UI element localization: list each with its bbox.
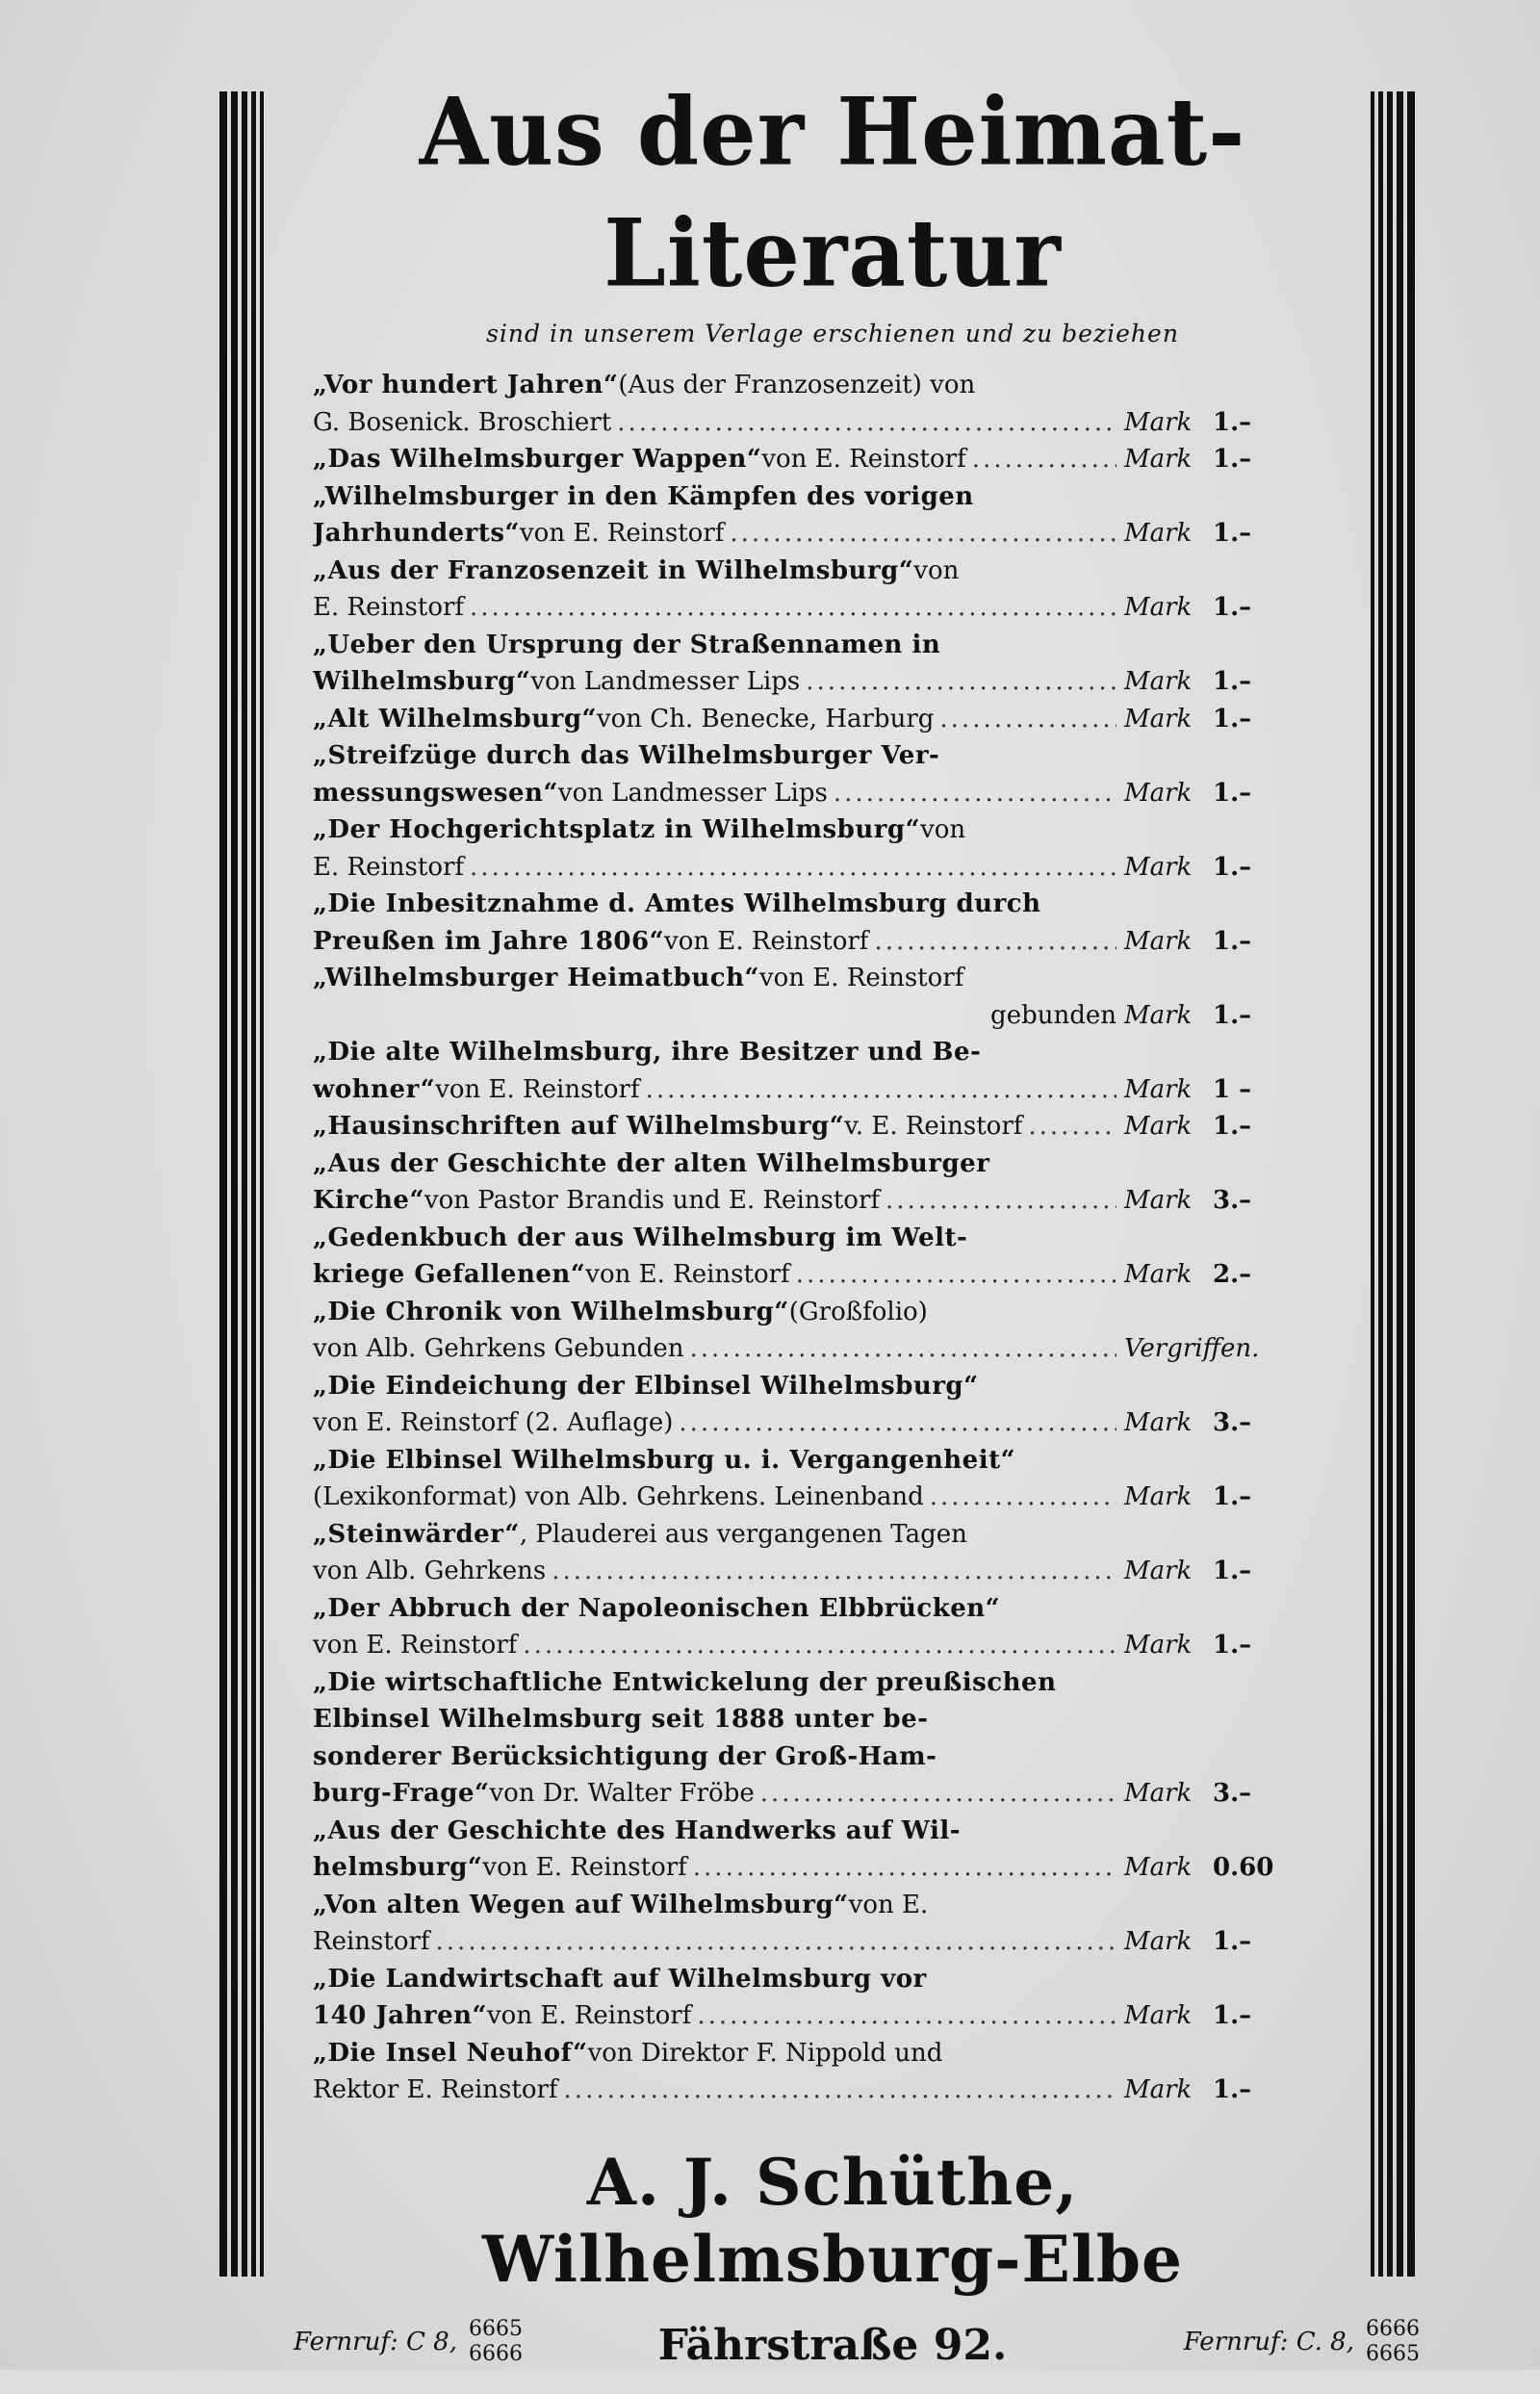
book-author: (Aus der Franzosenzeit) von [618, 371, 976, 399]
leader-dots [470, 589, 1116, 627]
currency-label: Mark [1124, 778, 1193, 808]
availability-note: Vergriffen. [1124, 1334, 1260, 1363]
entry-line [313, 1590, 1116, 1628]
phone-number: 6665 [468, 2316, 523, 2341]
book-entry-text [313, 960, 1116, 1034]
leader-dots [939, 701, 1116, 738]
book-author: von E. Reinstorf (2. Auflage) [313, 1408, 674, 1437]
entry-line [313, 1961, 1116, 1998]
book-title: „Der Abbruch der Napoleonischen Elbbrücken“ [313, 1593, 1001, 1623]
book-author: von E. Reinstorf [585, 1260, 790, 1289]
book-author: Reinstorf [313, 1927, 430, 1956]
entry-line [313, 478, 1116, 516]
book-entry-text [313, 737, 1116, 811]
leader-dots [523, 1627, 1116, 1664]
entry-line [313, 737, 1116, 775]
entry-line [313, 997, 1116, 1035]
entry-line [313, 960, 1116, 997]
book-entry [313, 701, 1352, 738]
price: 2.– [1213, 1260, 1252, 1289]
book-entry-text [313, 1108, 1116, 1146]
book-entry-text [313, 811, 1116, 886]
book-author: von E. Reinstorf [758, 964, 964, 992]
book-entry [313, 553, 1352, 627]
entry-line [313, 1516, 1116, 1554]
leader-dots [679, 1404, 1116, 1442]
book-title: „Aus der Geschichte des Handwerks auf Wil- [313, 1815, 962, 1845]
entry-line [313, 2035, 1116, 2072]
publisher-name: A. J. Schüthe, Wilhelmsburg-Elbe [481, 2144, 1184, 2297]
entry-line [313, 775, 1116, 812]
entry-line [313, 886, 1116, 923]
book-author: von Pastor Brandis und E. Reinstorf [424, 1186, 880, 1215]
book-entry-text [313, 1590, 1116, 1664]
book-author: von [913, 555, 960, 585]
book-entry [313, 1368, 1352, 1442]
leader-dots [470, 849, 1116, 887]
phone-right [1184, 2317, 1420, 2367]
street-address: Fährstraße 92. [657, 2320, 1008, 2370]
entry-line [313, 1887, 1116, 1924]
book-author: von [920, 815, 966, 844]
book-entry-text [313, 1220, 1116, 1294]
entry-line [313, 1775, 1116, 1813]
leader-dots [730, 515, 1116, 553]
contact-footer [294, 2316, 1420, 2394]
book-entry [313, 960, 1352, 1034]
book-entry [313, 1813, 1352, 1887]
entry-line [313, 441, 1116, 478]
book-title: „Die Chronik von Wilhelmsburg“ [313, 1297, 789, 1326]
entry-line [313, 1553, 1116, 1590]
book-entry-text [313, 701, 1116, 738]
price: 1.– [1213, 445, 1252, 474]
entry-line [313, 1108, 1116, 1146]
leader-dots [646, 1071, 1116, 1109]
book-title: „Die wirtschaftliche Entwickelung der preußischen [313, 1667, 1057, 1697]
currency-label: Mark [1124, 1112, 1193, 1141]
book-entry [313, 1961, 1352, 2035]
leader-dots [874, 923, 1116, 961]
book-title: Elbinsel Wilhelmsburg seit 1888 unter be- [313, 1705, 929, 1734]
leader-dots [617, 404, 1116, 442]
leader-dots [886, 1182, 1116, 1220]
book-entry-text [313, 367, 1116, 441]
book-entry [313, 1294, 1352, 1368]
entry-line [313, 1442, 1116, 1480]
book-entry-text [313, 1294, 1116, 1368]
book-entry-text [313, 1813, 1116, 1887]
price: 0.60 [1213, 1853, 1274, 1882]
entry-line [313, 663, 1116, 701]
entry-line [313, 1330, 1116, 1368]
currency-label: Mark [1124, 2075, 1193, 2104]
book-author: von Alb. Gehrkens [313, 1557, 547, 1585]
entry-line [313, 553, 1116, 590]
book-author: von E. [848, 1890, 929, 1919]
book-entry [313, 1590, 1352, 1664]
book-author: von E. Reinstorf [313, 1631, 518, 1660]
book-author: von E. Reinstorf [486, 2001, 692, 2030]
entry-line [313, 1997, 1116, 2035]
book-entry-text [313, 1664, 1116, 1813]
entry-line [313, 1071, 1116, 1109]
book-entry [313, 2035, 1352, 2109]
book-entry [313, 1108, 1352, 1146]
book-title: wohner“ [313, 1074, 436, 1104]
book-entry [313, 1442, 1352, 1516]
book-author: von E. Reinstorf [519, 519, 725, 548]
book-title: „Steinwärder“ [313, 1519, 520, 1549]
entry-line [313, 1923, 1116, 1961]
book-entry [313, 1220, 1352, 1294]
book-entry [313, 1516, 1352, 1590]
currency-label: Mark [1124, 1074, 1193, 1104]
subtitle: sind in unserem Verlage erschienen und zu beziehen [486, 320, 1179, 348]
book-title: Wilhelmsburg“ [313, 667, 531, 696]
currency-label: Mark [1124, 1482, 1193, 1511]
leader-dots [760, 1775, 1116, 1813]
price: 1.– [1213, 519, 1252, 548]
entry-line [313, 849, 1116, 887]
currency-label: Mark [1124, 1260, 1193, 1289]
leader-dots [436, 1923, 1116, 1961]
currency-label: Mark [1124, 519, 1193, 548]
entry-line [313, 1701, 1116, 1738]
currency-label: Mark [1124, 1927, 1193, 1956]
phone-label: Fernruf: C 8, [294, 2327, 457, 2356]
book-entry [313, 1034, 1352, 1108]
book-entry-text [313, 1961, 1116, 2035]
book-author: E. Reinstorf [313, 852, 465, 882]
currency-label: Mark [1124, 445, 1193, 474]
book-entry-text [313, 1368, 1116, 1442]
leader-dots [552, 1553, 1116, 1590]
book-entry [313, 441, 1352, 478]
book-author: Rektor E. Reinstorf [313, 2075, 558, 2104]
book-title: „Die Landwirtschaft auf Wilhelmsburg vor [313, 1964, 927, 1994]
price: 1.– [1213, 1000, 1252, 1030]
price: 1.– [1213, 1927, 1252, 1956]
price: 1.– [1213, 1482, 1252, 1511]
book-entry-text [313, 553, 1116, 627]
entry-line [313, 1182, 1116, 1220]
book-title: Jahrhunderts“ [313, 519, 520, 548]
book-title: „Gedenkbuch der aus Wilhelmsburg im Welt- [313, 1223, 968, 1252]
book-title: „Die Inbesitznahme d. Amtes Wilhelmsburg durch [313, 889, 1041, 918]
entry-line [313, 1034, 1116, 1071]
book-author: von E. Reinstorf [482, 1853, 687, 1882]
book-entry [313, 737, 1352, 811]
book-author: (Lexikonformat) von Alb. Gehrkens. Leinenband [313, 1482, 924, 1511]
book-title: sonderer Berücksichtigung der Groß-Ham- [313, 1741, 937, 1771]
book-entry [313, 1146, 1352, 1220]
currency-label: Mark [1124, 593, 1193, 622]
book-entry [313, 627, 1352, 701]
entry-line [313, 1849, 1116, 1887]
book-entry [313, 367, 1352, 441]
leader-dots [806, 663, 1116, 701]
book-title: „Vor hundert Jahren“ [313, 371, 619, 399]
book-title: „Die Eindeichung der Elbinsel Wilhelmsburg“ [313, 1371, 979, 1401]
book-title: „Der Hochgerichtsplatz in Wilhelmsburg“ [313, 815, 921, 844]
book-entry-text [313, 1442, 1116, 1516]
entry-line [313, 1220, 1116, 1257]
book-entry-text [313, 1516, 1116, 1590]
book-title: 140 Jahren“ [313, 2001, 487, 2030]
book-entry-text [313, 886, 1116, 960]
book-title: messungswesen“ [313, 778, 558, 808]
currency-label: Mark [1124, 1779, 1193, 1808]
price: 3.– [1213, 1186, 1252, 1215]
left-border-rule [219, 91, 264, 2277]
book-title: „Das Wilhelmsburger Wappen“ [313, 445, 762, 474]
book-author: G. Bosenick. Broschiert [313, 407, 612, 437]
right-border-rule [1371, 91, 1415, 2277]
currency-label: Mark [1124, 852, 1193, 882]
book-author: von E. Reinstorf [435, 1074, 640, 1104]
leader-dots [930, 1479, 1116, 1516]
book-author: von Direktor F. Nippold und [587, 2038, 943, 2068]
entry-line [313, 701, 1116, 738]
book-entry-text [313, 478, 1116, 553]
phone-number: 6666 [1366, 2316, 1420, 2341]
entry-line [313, 1404, 1116, 1442]
book-title: „Wilhelmsburger Heimatbuch“ [313, 964, 759, 992]
leader-dots [796, 1256, 1116, 1294]
book-author: von Ch. Benecke, Harburg [596, 704, 935, 734]
entry-line [313, 2072, 1116, 2109]
entry-line [313, 1146, 1116, 1183]
book-title: „Die Elbinsel Wilhelmsburg u. i. Vergangenheit“ [313, 1445, 1016, 1475]
book-title: burg-Frage“ [313, 1779, 490, 1808]
book-author: von Alb. Gehrkens Gebunden [313, 1334, 684, 1363]
book-entry [313, 1664, 1352, 1813]
entry-line [313, 1294, 1116, 1331]
currency-label: Mark [1124, 926, 1193, 956]
entry-line [313, 589, 1116, 627]
book-title: Preußen im Jahre 1806“ [313, 926, 665, 956]
phone-number: 6666 [468, 2341, 523, 2366]
price: 1.– [1213, 1112, 1252, 1141]
leader-dots [1028, 1108, 1116, 1146]
currency-label: Mark [1124, 407, 1193, 437]
book-title: „Aus der Geschichte der alten Wilhelmsburger [313, 1148, 990, 1178]
entry-line [313, 1664, 1116, 1702]
currency-label: Mark [1124, 667, 1193, 696]
book-title: „Hausinschriften auf Wilhelmsburg“ [313, 1112, 845, 1141]
currency-label: Mark [1124, 1408, 1193, 1437]
book-title: „Ueber den Ursprung der Straßennamen in [313, 630, 941, 659]
book-entry-text [313, 1146, 1116, 1220]
book-title: „Wilhelmsburger in den Kämpfen des vorigen [313, 481, 974, 511]
entry-line [313, 515, 1116, 553]
price: 1.– [1213, 926, 1252, 956]
book-author: von Dr. Walter Fröbe [489, 1779, 755, 1808]
currency-label: Mark [1124, 704, 1193, 734]
book-author: (Großfolio) [788, 1297, 928, 1326]
entry-line [313, 367, 1116, 404]
book-entry-text [313, 1034, 1116, 1108]
book-author: von Landmesser Lips [530, 667, 801, 696]
leader-dots [834, 775, 1116, 812]
leader-dots [693, 1849, 1116, 1887]
currency-label: Mark [1124, 1000, 1193, 1030]
price: 1 – [1213, 1074, 1252, 1104]
book-title: „Streifzüge durch das Wilhelmsburger Ver- [313, 741, 940, 770]
currency-label: Mark [1124, 2001, 1193, 2030]
book-title: „Die alte Wilhelmsburg, ihre Besitzer und Be- [313, 1038, 982, 1067]
entry-line [313, 627, 1116, 664]
entry-line [313, 1813, 1116, 1850]
book-entry-text [313, 1887, 1116, 1961]
book-entry [313, 811, 1352, 886]
price: 1.– [1213, 852, 1252, 882]
book-entry-text [313, 627, 1116, 701]
leader-dots [690, 1330, 1116, 1368]
entry-line [313, 811, 1116, 849]
price: 3.– [1213, 1779, 1252, 1808]
book-title: „Die Insel Neuhof“ [313, 2038, 588, 2068]
book-author: gebunden [990, 1000, 1116, 1030]
book-author: E. Reinstorf [313, 593, 465, 622]
entry-line [313, 1738, 1116, 1776]
entry-line [313, 1368, 1116, 1405]
price: 3.– [1213, 1408, 1252, 1437]
entry-line [313, 1256, 1116, 1294]
price: 1.– [1213, 667, 1252, 696]
book-list [313, 367, 1352, 2109]
price: 1.– [1213, 1631, 1252, 1660]
leader-dots [972, 441, 1116, 478]
price: 1.– [1213, 407, 1252, 437]
book-entry [313, 1887, 1352, 1961]
currency-label: Mark [1124, 1631, 1193, 1660]
price: 1.– [1213, 778, 1252, 808]
book-entry [313, 478, 1352, 553]
currency-label: Mark [1124, 1557, 1193, 1585]
book-title: helmsburg“ [313, 1853, 483, 1882]
price: 1.– [1213, 2001, 1252, 2030]
book-author: von E. Reinstorf [664, 926, 869, 956]
advertisement-content [294, 77, 1420, 2394]
price: 1.– [1213, 593, 1252, 622]
phone-number: 6665 [1366, 2341, 1420, 2366]
book-title: „Alt Wilhelmsburg“ [313, 704, 597, 734]
currency-label: Mark [1124, 1186, 1193, 1215]
book-author: von Landmesser Lips [557, 778, 828, 808]
book-entry-text [313, 441, 1116, 478]
entry-line [313, 923, 1116, 961]
book-title: „Aus der Franzosenzeit in Wilhelmsburg“ [313, 555, 914, 585]
book-author: v. E. Reinstorf [844, 1112, 1023, 1141]
currency-label: Mark [1124, 1853, 1193, 1882]
entry-line [313, 1479, 1116, 1516]
price: 1.– [1213, 704, 1252, 734]
book-title: kriege Gefallenen“ [313, 1260, 586, 1289]
leader-dots [564, 2072, 1116, 2109]
book-title: „Von alten Wegen auf Wilhelmsburg“ [313, 1890, 849, 1919]
entry-line [313, 1627, 1116, 1664]
page-title: Aus der Heimat-Literatur [419, 77, 1246, 308]
entry-line [313, 404, 1116, 442]
leader-dots [697, 1997, 1116, 2035]
price: 1.– [1213, 2075, 1252, 2104]
phone-label: Fernruf: C. 8, [1183, 2327, 1354, 2356]
book-entry-text [313, 2035, 1116, 2109]
book-title: Kirche“ [313, 1186, 424, 1215]
book-author: , Plauderei aus vergangenen Tagen [519, 1519, 967, 1549]
price: 1.– [1213, 1557, 1252, 1585]
book-entry [313, 886, 1352, 960]
book-author: von E. Reinstorf [761, 445, 966, 474]
